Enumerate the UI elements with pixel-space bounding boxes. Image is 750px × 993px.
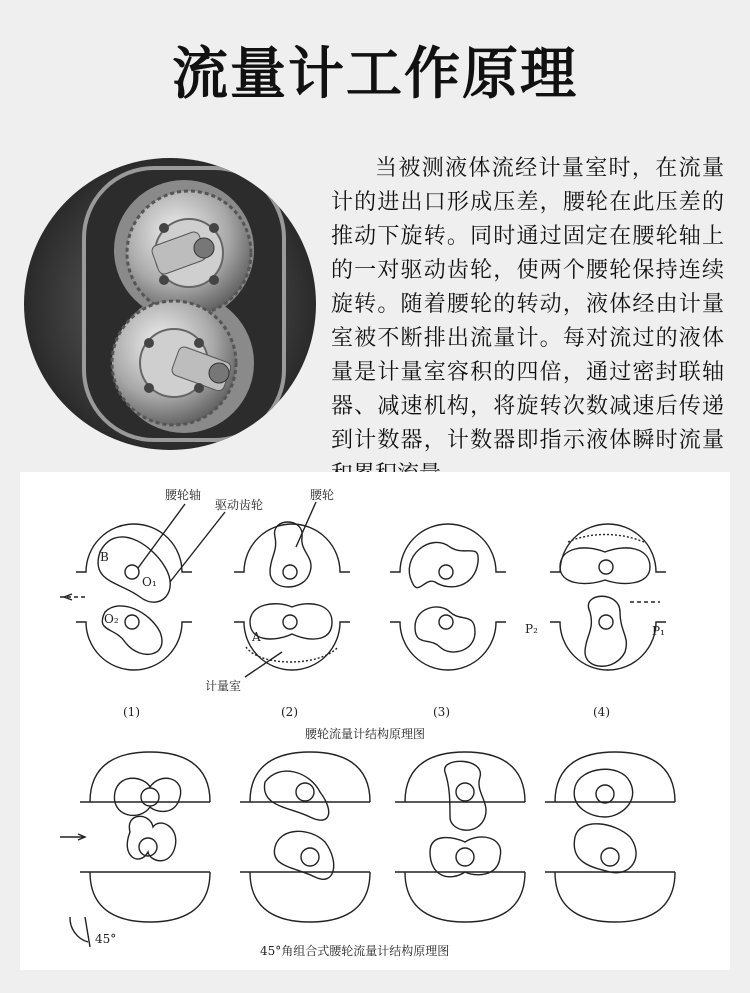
- step-3-label: (3): [433, 705, 450, 719]
- label-shaft: 腰轮轴: [165, 488, 202, 502]
- angle-label: 45°: [95, 932, 117, 946]
- point-B: B: [100, 550, 109, 564]
- diagram1-caption: 腰轮流量计结构原理图: [305, 727, 426, 741]
- gear-assembly-photo: [24, 158, 316, 450]
- rotor-diagrams: [20, 472, 730, 970]
- combined-diagram-3: [395, 752, 525, 922]
- label-rotor: 腰轮: [310, 488, 335, 502]
- page-title: 流量计工作原理: [172, 42, 578, 107]
- stage-1-diagram: [60, 524, 192, 670]
- step-2-label: (2): [281, 705, 298, 719]
- point-P2: P₂: [525, 622, 538, 636]
- stage-2-diagram: [234, 522, 350, 670]
- point-O1: O₁: [142, 575, 157, 589]
- point-O2: O₂: [104, 612, 119, 626]
- stage-3-diagram: [390, 524, 506, 670]
- point-P1: P₁: [652, 624, 665, 638]
- combined-diagram-2: [240, 752, 370, 922]
- combined-diagram-4: [545, 752, 675, 922]
- label-gear: 驱动齿轮: [215, 498, 264, 512]
- point-A: A: [252, 630, 261, 644]
- step-1-label: (1): [123, 705, 140, 719]
- step-4-label: (4): [593, 705, 610, 719]
- label-chamber: 计量室: [205, 679, 242, 693]
- diagram2-caption: 45°角组合式腰轮流量计结构原理图: [260, 944, 450, 958]
- combined-diagram-1: [60, 752, 210, 947]
- principle-description: 当被测液体流经计量室时，在流量计的进出口形成压差，腰轮在此压差的推动下旋转。同时通过固定在腰轮轴上的一对驱动齿轮，使两个腰轮保持连续旋转。随着腰轮的转动，液体经由计量室被不断排出流量计。每对流过的液体量是计量室容积的四倍，通过密封联轴器、减速机构，将旋转次数减速后传递到计数器，计数器即指示液体瞬时流量: [331, 156, 724, 453]
- stage-4-diagram: [550, 524, 666, 670]
- diagram-panel: [20, 472, 730, 970]
